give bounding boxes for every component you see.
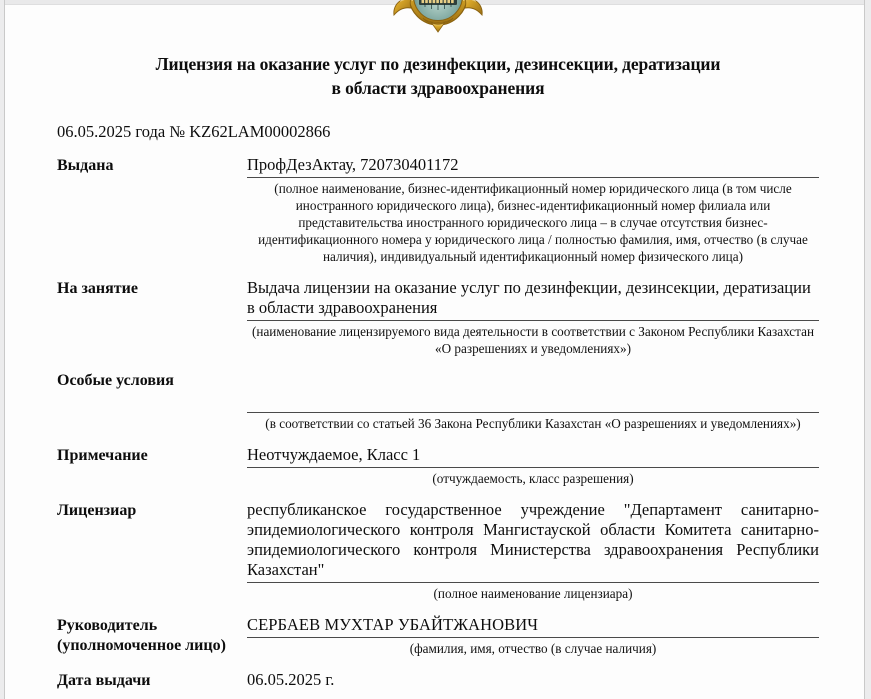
field-value-group-issue-date	[247, 670, 819, 690]
license-number: 06.05.2025 года № KZ62LAM00002866	[57, 122, 331, 141]
field-value-special-conditions	[247, 370, 819, 410]
field-label-head-main: Руководитель	[57, 617, 158, 634]
field-rule-activity	[247, 320, 819, 321]
field-value-group-special-conditions	[247, 370, 819, 432]
field-caption-licensor: (полное наименование лицензиара)	[433, 586, 633, 601]
field-row-licensor	[57, 500, 819, 602]
page-title-line-1: Лицензия на оказание услуг по дезинфекции, дезинсекции, дератизации	[155, 54, 721, 74]
field-value-group-activity	[247, 278, 819, 357]
field-label-note: Примечание	[57, 447, 148, 464]
field-caption-head: (фамилия, имя, отчество (в случае наличия)	[409, 641, 657, 656]
field-label-licensor: Лицензиар	[57, 502, 137, 519]
page-title	[57, 52, 819, 100]
field-rule-note	[247, 467, 819, 468]
field-row-note	[57, 445, 819, 487]
field-label-issue-date: Дата выдачи	[57, 672, 151, 689]
field-rule-issued-to	[247, 177, 819, 178]
field-value-group-licensor	[247, 500, 819, 602]
document-body	[5, 0, 865, 691]
field-label-special-conditions: Особые условия	[57, 372, 174, 389]
field-value-head: СЕРБАЕВ МУХТАР УБАЙТЖАНОВИЧ	[247, 615, 539, 634]
field-rule-special-conditions	[247, 412, 819, 413]
document-page	[4, 0, 865, 699]
field-caption-activity: (наименование лицензируемого вида деятельности в соответствии с Законом Республики Казахстан «О разрешениях и уведомлениях»)	[252, 324, 814, 356]
field-value-licensor: республиканское государственное учреждение "Департамент санитарно-эпидемиологического контроля Мангистауской области Комитета санитарно-эпидемиологического контроля Министерства здравоохранения Республики Казахстан"	[247, 500, 819, 579]
field-value-issue-date: 06.05.2025 г.	[247, 670, 335, 689]
field-row-special-conditions	[57, 370, 819, 432]
page-title-line-2: в области здравоохранения	[331, 78, 545, 98]
field-row-issued-to	[57, 155, 819, 265]
field-value-group-issued-to	[247, 155, 819, 265]
field-value-group-head	[247, 615, 819, 657]
field-label-activity: На занятие	[57, 280, 138, 297]
field-row-issue-date	[57, 670, 819, 691]
field-value-activity: Выдача лицензии на оказание услуг по дезинфекции, дезинсекции, дератизации в области здравоохранения	[247, 278, 811, 317]
field-rule-licensor	[247, 582, 819, 583]
field-value-group-note	[247, 445, 819, 487]
field-caption-issued-to: (полное наименование, бизнес-идентификационный номер юридического лица (в том числе иностранного юридического лица), бизнес-идентификационный номер филиала или представительства иностранного юридического лица – в случае отсутствия бизнес-идентификационного номера у юридического лица / полностью фамилия, имя, отчество (в случае наличия), индивидуальный идентификационный номер физического лица)	[258, 181, 808, 264]
field-label-issued-to: Выдана	[57, 157, 114, 174]
field-caption-note: (отчуждаемость, класс разрешения)	[432, 471, 634, 486]
field-value-note: Неотчуждаемое, Класс 1	[247, 445, 421, 464]
field-label-head-sub: (уполномоченное лицо)	[57, 637, 226, 654]
field-caption-special-conditions: (в соответствии со статьей 36 Закона Республики Казахстан «О разрешениях и уведомлениях»)	[265, 416, 801, 431]
field-value-issued-to: ПрофДезАктау, 720730401172	[247, 155, 459, 174]
field-rule-head	[247, 637, 819, 638]
field-row-head	[57, 615, 819, 657]
field-row-activity	[57, 278, 819, 357]
field-label-head	[57, 615, 247, 656]
